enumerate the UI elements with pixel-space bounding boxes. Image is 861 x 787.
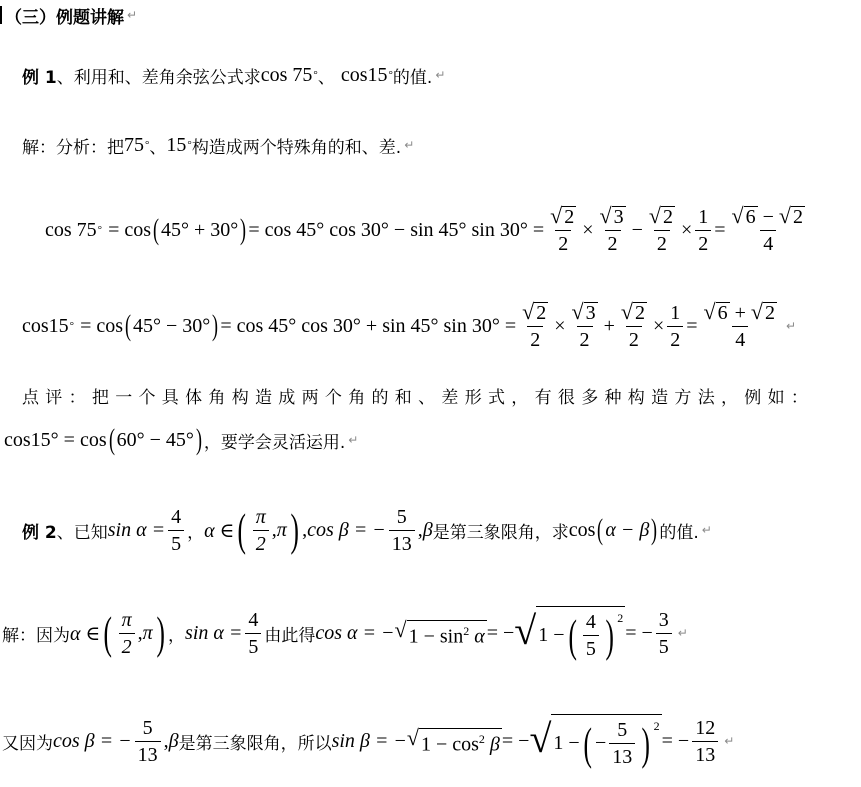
section-title-row [0, 0, 137, 30]
example-1-text-a: 、利用和、差角余弦公式求 [56, 67, 261, 88]
sqrt: √ $1 - \sin^2 \alpha$ [394, 616, 485, 648]
result-fraction: √ 6 − √ 2 4 [731, 202, 803, 255]
example-1-row: 例 1 、利用和、差角余弦公式求 cos 75 ° 、 cos15 ° 的值. ↵ [22, 63, 446, 88]
fraction: $\frac{5}{13}$ [135, 717, 161, 766]
section-title: （三）例题讲解 [5, 7, 124, 28]
example-2-row: 例 2 、已知 sin α = $\frac{4}{5}$ ， α ∈ ( $\frac{\pi}{2}$ , π ) , cos β = − $\frac{5}{13}$ , β 是第三象限角，求 cos ( α − β ) 的值. ↵ [22, 504, 712, 555]
fraction: √ 3 2 [571, 298, 596, 351]
fraction: √ 2 2 [620, 298, 645, 351]
fraction: $\frac{\pi}{2}$ [253, 506, 269, 555]
fraction: $\frac{1}{2}$ [667, 302, 683, 351]
equation-cos15: cos15 ° = cos ( 45° − 30° ) = cos 45° cos 30° + sin 45° sin 30° = √ 2 2 × √ 3 2 + √ 2 2 × $\frac{1}{2}$ = √ 6 + √ 2 4 ↵ [22, 298, 797, 351]
solution-1-v1: 75 [124, 133, 144, 156]
solution-1-sep: 、 [149, 137, 167, 158]
fraction: $\frac{1}{2}$ [695, 206, 711, 255]
cursor-bar [0, 6, 2, 24]
solution-1-intro-row: 解：分析：把 75 ° 、 15 ° 构造成两个特殊角的和、差. ↵ [22, 133, 415, 158]
solution-2-row: 解：因为 α ∈ ( $\frac{\pi}{2}$ , π ) ， sin α = $\frac{4}{5}$ 由此得 cos α = − √ $1 - \sin^2 \alpha$ = − √ 1 − ( $\frac{4}{5}$ ) $^2$ = − $\frac{3}{5}$ ↵ [2, 607, 688, 661]
comment-line-1 [22, 380, 814, 410]
sqrt: √ $1 - \cos^2 \beta$ [406, 724, 500, 756]
fraction: $\frac{5}{13}$ [389, 506, 415, 555]
fraction: $\frac{4}{5}$ [168, 506, 184, 555]
example-1-sep: 、 [317, 67, 335, 88]
fraction: $\frac{\pi}{2}$ [119, 609, 135, 658]
solution-3-row: 又因为 cos β = − $\frac{5}{13}$ , β 是第三象限角，所以 sin β = − √ $1 - \cos^2 \beta$ = − √ 1 − ( − $\frac{5}{13}$ ) $^2$ = − $\frac{12}{13}$ ↵ [2, 716, 735, 769]
solution-1-intro-a: 解：分析：把 [22, 137, 124, 158]
paragraph-mark: ↵ [127, 8, 138, 22]
result-fraction: $\frac{12}{13}$ [692, 717, 718, 766]
example-2-label: 例 2 [22, 522, 57, 543]
fraction: √ 2 2 [648, 202, 673, 255]
fraction: $\frac{4}{5}$ [245, 609, 261, 658]
fraction: √ 3 2 [599, 202, 624, 255]
fraction: √ 2 2 [550, 202, 575, 255]
fraction: $\frac{5}{13}$ [609, 719, 635, 768]
example-1-f2: cos15 [340, 63, 388, 86]
example-1-text-b: 的值. [392, 67, 433, 88]
big-sqrt: √ 1 − ( $\frac{4}{5}$ ) $^2$ [514, 608, 624, 661]
example-1-label: 例 1 [22, 67, 57, 88]
solution-1-v2: 15 [166, 133, 187, 156]
big-sqrt: √ 1 − ( − $\frac{5}{13}$ ) $^2$ [529, 716, 660, 769]
result-fraction: $\frac{3}{5}$ [656, 609, 672, 658]
fraction: √ 2 2 [522, 298, 547, 351]
result-fraction: √ 6 + √ 2 4 [703, 298, 775, 351]
comment-text: 点评：把一个具体角构造成两个角的和、差形式，有很多种构造方法，例如： [22, 387, 815, 408]
fraction: $\frac{4}{5}$ [583, 611, 599, 660]
equation-cos75: cos 75 ° = cos ( 45° + 30° ) = cos 45° cos 30° − sin 45° sin 30° = √ 2 2 × √ 3 2 − √ 2 2 × $\frac{1}{2}$ = √ 6 − √ 2 4 [45, 200, 811, 260]
solution-1-intro-b: 构造成两个特殊角的和、差. [191, 137, 402, 158]
example-1-f1: cos 75 [260, 63, 313, 86]
comment-line-2: cos15° = cos ( 60° − 45° ) ，要学会灵活运用. ↵ [4, 423, 359, 456]
